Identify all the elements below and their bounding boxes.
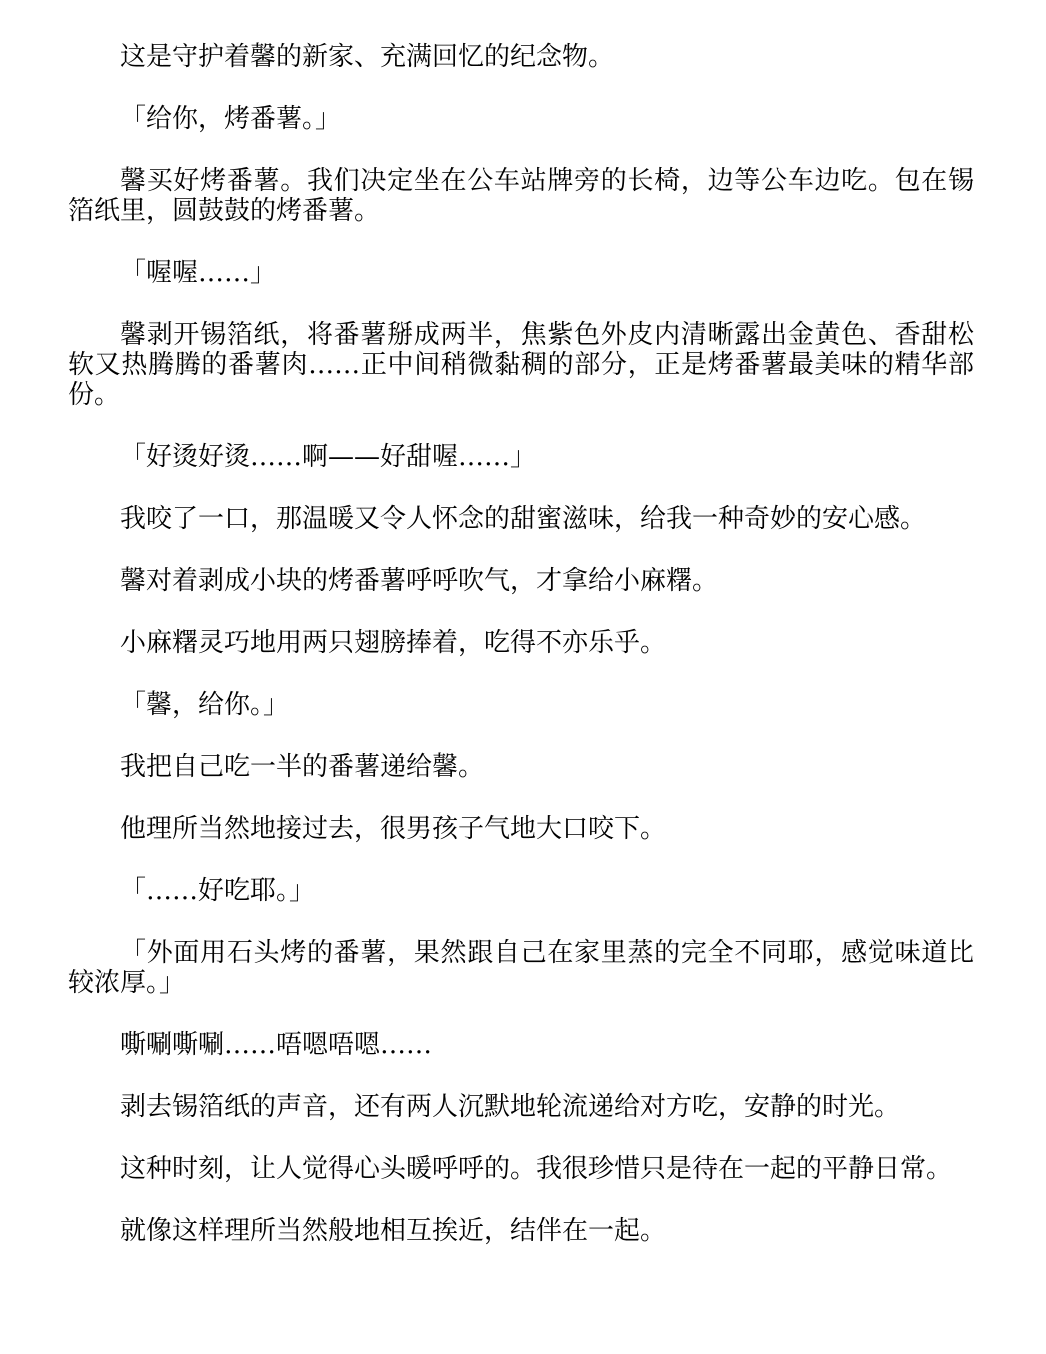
paragraph: 「好烫好烫……啊——好甜喔……」 (120, 442, 537, 472)
paragraph: 「喔喔……」 (120, 258, 277, 288)
paragraph: 这是守护着馨的新家、充满回忆的纪念物。 (120, 42, 615, 72)
paragraph: 这种时刻，让人觉得心头暖呼呼的。我很珍惜只是待在一起的平静日常。 (120, 1154, 953, 1184)
paragraph: 馨买好烤番薯。我们决定坐在公车站牌旁的长椅，边等公车边吃。包在锡箔纸里，圆鼓鼓的烤番薯。 (68, 166, 974, 226)
paragraph: 馨对着剥成小块的烤番薯呼呼吹气，才拿给小麻糬。 (120, 566, 719, 596)
paragraph: 就像这样理所当然般地相互挨近，结伴在一起。 (120, 1216, 667, 1246)
paragraph: 「……好吃耶。」 (120, 876, 316, 906)
paragraph: 馨剥开锡箔纸，将番薯掰成两半，焦紫色外皮内清晰露出金黄色、香甜松软又热腾腾的番薯肉……正中间稍微黏稠的部分，正是烤番薯最美味的精华部份。 (68, 320, 974, 410)
paragraph: 剥去锡箔纸的声音，还有两人沉默地轮流递给对方吃，安静的时光。 (120, 1092, 901, 1122)
paragraph: 我把自己吃一半的番薯递给馨。 (120, 752, 485, 782)
body-text (68, 42, 974, 1278)
paragraph: 嘶唰嘶唰……唔嗯唔嗯…… (120, 1030, 433, 1060)
paragraph: 「给你，烤番薯。」 (120, 104, 342, 134)
paragraph: 「馨，给你。」 (120, 690, 290, 720)
paragraph: 他理所当然地接过去，很男孩子气地大口咬下。 (120, 814, 667, 844)
paragraph: 小麻糬灵巧地用两只翅膀捧着，吃得不亦乐乎。 (120, 628, 667, 658)
paragraph: 「外面用石头烤的番薯，果然跟自己在家里蒸的完全不同耶，感觉味道比较浓厚。」 (68, 938, 974, 998)
paragraph: 我咬了一口，那温暖又令人怀念的甜蜜滋味，给我一种奇妙的安心感。 (120, 504, 927, 534)
